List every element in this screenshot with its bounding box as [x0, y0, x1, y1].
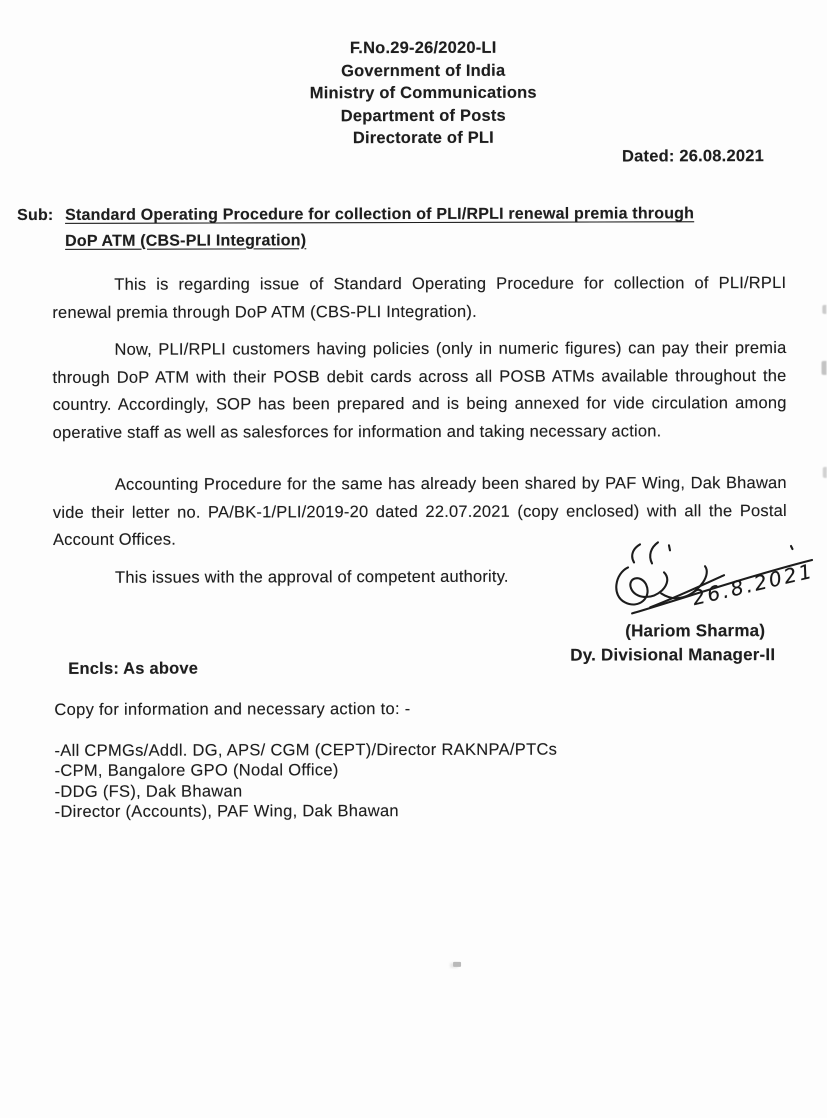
dated-line: Dated: 26.08.2021 — [622, 147, 764, 166]
copy-list-item: -Director (Accounts), PAF Wing, Dak Bhawan — [54, 801, 399, 821]
copy-list-item: -DDG (FS), Dak Bhawan — [54, 782, 243, 801]
scan-edge-artifact — [822, 305, 826, 314]
copy-list-item: -All CPMGs/Addl. DG, APS/ CGM (CEPT)/Director RAKNPA/PTCs — [54, 740, 558, 760]
signatory-name: (Hariom Sharma) — [625, 621, 766, 641]
file-number: F.No.29-26/2020-LI — [349, 38, 497, 58]
org-line-ministry: Ministry of Communications — [309, 83, 537, 103]
paragraph-approval: This issues with the approval of competent authority. — [115, 567, 509, 587]
subject-text-line-1: Standard Operating Procedure for collection of PLI/RPLI renewal premia through — [65, 205, 695, 224]
handwritten-date: 26.8.2021 — [689, 558, 817, 611]
paragraph-intro: This is regarding issue of Standard Operating Procedure for collection of PLI/RPLI renewal premia through DoP ATM (CBS-PLI Integration). — [52, 274, 787, 322]
scan-edge-artifact — [823, 467, 827, 478]
paragraph-accounting: Accounting Procedure for the same has already been shared by PAF Wing, Dak Bhawan vide their letter no. PA/BK-1/PLI/2019-20 dated 22.07.2021 (copy enclosed) with all the Postal Account Offices. — [52, 474, 787, 549]
subject-line — [17, 201, 694, 254]
scan-edge-artifact — [821, 361, 826, 375]
signatory-designation: Dy. Divisional Manager-II — [570, 644, 776, 665]
copy-heading: Copy for information and necessary action to: - — [54, 700, 411, 719]
enclosures-line: Encls: As above — [68, 659, 199, 678]
letterhead — [0, 36, 826, 151]
signoff-block — [570, 619, 775, 667]
org-line-directorate: Directorate of PLI — [352, 128, 494, 148]
subject-label: Sub: — [17, 206, 54, 225]
copy-distribution-list — [54, 740, 557, 823]
handwritten-signature — [606, 537, 826, 623]
subject-text-line-2: DoP ATM (CBS-PLI Integration) — [65, 231, 307, 250]
subject-text — [65, 201, 694, 254]
scan-speck-artifact — [453, 962, 461, 967]
org-line-department: Department of Posts — [340, 106, 506, 125]
signature-scribble-icon — [606, 537, 826, 623]
copy-list-item: -CPM, Bangalore GPO (Nodal Office) — [54, 761, 339, 781]
org-line-government: Government of India — [341, 61, 506, 80]
paragraph-details: Now, PLI/RPLI customers having policies (only in numeric figures) can pay their premia through DoP ATM with their POSB debit cards across all POSB ATMs available throughout the country. Accordingly, SOP has been prepared and is being annexed for vide circulation among operative staff as well as salesforces for information and taking necessary action. — [52, 339, 787, 442]
